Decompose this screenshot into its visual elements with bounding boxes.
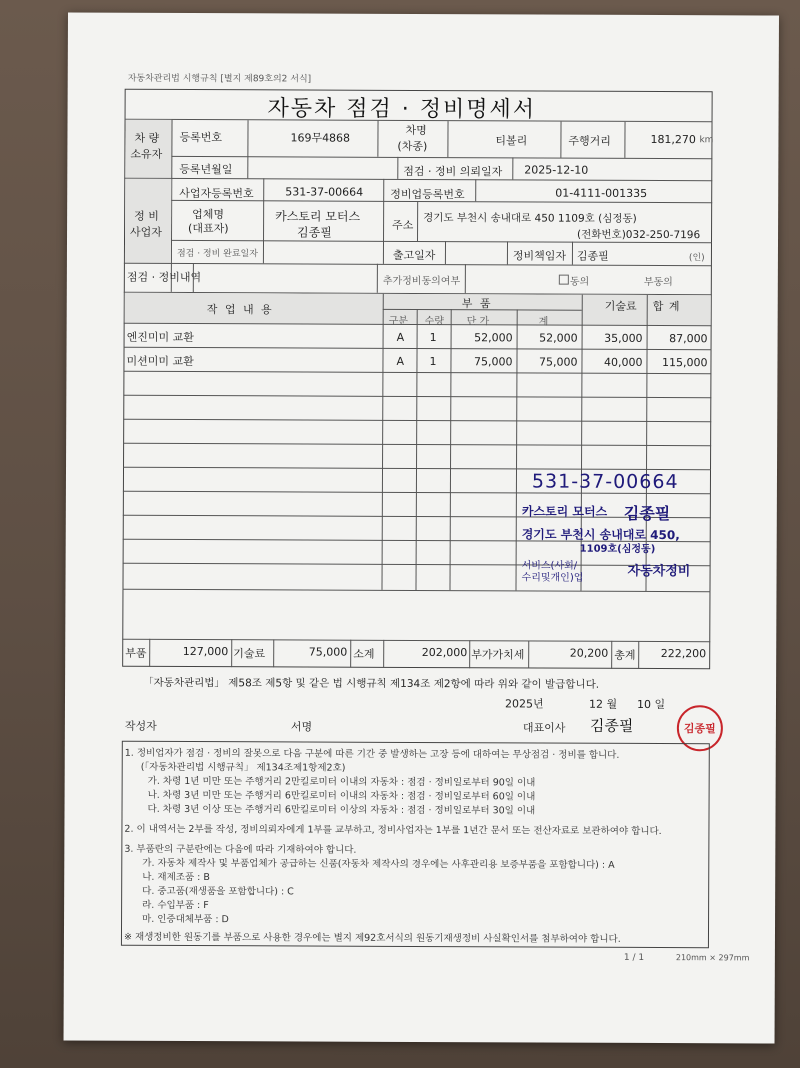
address-label: 주소 [392,218,414,232]
col-unit-price-header: 단 가 [466,316,490,328]
release-date-label: 출고일자 [392,248,436,263]
note-3-b: 나. 재제조품 : B [142,871,210,884]
row-work: 미션미미 교환 [126,354,194,369]
row-type: A [396,354,405,368]
totals-subtotal-label: 소계 [353,647,375,661]
totals-parts-label: 부품 [125,646,147,660]
stamp-addr-2: 1109호(심정동) [579,543,656,556]
note-3-c: 다. 중고품(재생품을 포함합니다) : C [142,885,294,898]
biz-no-value: 531-37-00664 [285,185,364,199]
rep-label: (대표자) [188,221,229,236]
note-3: 3. 부품란의 구분란에는 다음에 따라 기재하여야 합니다. [124,843,357,856]
note-1-ref: (「자동차관리법 시행규칙」 제134조제1항제2호) [140,761,346,774]
row-type: A [396,330,405,344]
row-labor: 35,000 [604,331,643,345]
provider-section-label-2: 사업자 [130,225,162,239]
stamp-biz-no: 531-37-00664 [531,470,679,494]
reg-year-label: 등록년월일 [179,162,233,177]
agree-label: 동의 [569,276,590,288]
col-labor-header: 기술료 [604,299,637,313]
totals-parts-value: 127,000 [182,644,229,659]
owner-section-label-2: 소유자 [130,147,163,161]
totals-total-label: 총계 [614,648,636,662]
totals-subtotal-value: 202,000 [421,645,468,660]
note-3-d: 라. 수입부품 : F [142,899,209,912]
mileage-value: 181,270 [650,132,696,147]
mileage-label: 주행거리 [568,134,611,148]
stamp-kind-1: 서비스(사회/ [521,560,578,572]
car-type-label: (차종) [397,139,428,154]
row-total: 87,000 [669,332,708,346]
ceo-seal: 김종필 [677,705,723,751]
biz-no-label: 사업자등록번호 [179,186,254,201]
stamp-rep: 김종필 [623,503,671,524]
note-4: ※ 재생정비한 원동기를 부품으로 사용한 경우에는 별지 제92호서식의 원동기재생정비 사실확인서를 첨부하여야 합니다. [123,931,621,945]
col-amount-header: 계 [538,316,549,328]
row-work: 엔진미미 교환 [126,330,194,345]
reg-no-label: 등록번호 [179,130,223,145]
paper-size: 210mm × 297mm [675,953,750,963]
row-amount: 52,000 [539,331,578,345]
provider-section-label: 정 비 [134,209,159,223]
issue-month: 12 월 [588,697,618,711]
row-qty: 1 [429,355,437,369]
row-unit-price: 52,000 [474,331,513,345]
car-name-label: 차명 [405,123,427,138]
request-date-value: 2025-12-10 [524,163,589,177]
totals-labor-value: 75,000 [308,645,348,659]
mileage-unit: km [699,135,714,146]
issue-day: 10 일 [636,697,666,712]
col-type-header: 구분 [388,315,409,327]
note-1-a: 가. 차령 1년 미만 또는 주행거리 2만킬로미터 이내의 자동차 : 점검 · 정비일로부터 90일 이내 [147,775,536,789]
company-value: 카스토리 모터스 [275,209,361,224]
note-1: 1. 정비업자가 점검 · 정비의 잘못으로 다음 구분에 따른 기간 중 발생하는 고장 등에 대하여는 무상점검 · 정비를 합니다. [124,747,620,761]
row-labor: 40,000 [603,355,643,369]
note-3-e: 마. 인증대체부품 : D [142,913,229,926]
company-label: 업체명 [192,207,225,222]
row-amount: 75,000 [538,355,578,369]
stamp-kind-2: 수리및개인)업 [521,572,584,584]
col-total-header: 합 계 [652,300,681,314]
note-1-b: 나. 차령 3년 미만 또는 주행거리 6만킬로미터 이내의 자동차 : 점검 · 정비일로부터 60일 이내 [147,789,536,803]
sign-label: 서명 [290,720,313,734]
stamp-company: 카스토리 모터스 [521,504,608,519]
row-total: 115,000 [661,356,708,370]
manager-label: 정비책임자 [512,249,567,263]
ceo-name: 김종필 [589,716,634,735]
complete-date-label: 점검 · 정비 완료일자 [176,248,258,260]
ceo-label: 대표이사 [522,721,566,735]
col-qty-header: 수량 [424,316,445,328]
agree-checkbox [559,275,569,285]
col-work-header: 작 업 내 용 [206,303,274,317]
shop-reg-label: 정비업등록번호 [390,187,465,202]
document-title: 자동차 점검 · 정비명세서 [267,96,537,123]
regulation-reference: 자동차관리법 시행규칙 [별지 제89호의2 서식] [127,73,312,85]
page-number: 1 / 1 [623,952,645,963]
stamp-addr-1: 경기도 부천시 송내대로 450, [521,527,680,543]
stamp-kind: 자동차정비 [627,563,691,580]
totals-vat-label: 부가가치세 [471,648,525,662]
note-3-a: 가. 자동차 제작사 및 부품업체가 공급하는 신품(자동차 제작사의 경우에는 사후관리용 보증부품을 포함합니다) : A [142,857,615,871]
reg-no-value: 169무4868 [290,131,351,145]
document-page [64,12,779,1043]
manager-value: 김종필 [576,249,609,263]
col-parts-header: 부 품 [461,297,493,311]
totals-vat-value: 20,200 [569,646,609,660]
rep-value: 김종필 [297,225,332,240]
writer-label: 작성자 [124,719,157,733]
address-value: 경기도 부천시 송내대로 450 1109호 (심정동) [423,212,637,225]
issue-statement: 「자동차관리법」 제58조 제5항 및 같은 법 시행규칙 제134조 제2항에 따라 위와 같이 발급합니다. [143,676,600,691]
note-2: 2. 이 내역서는 2부를 작성, 정비의뢰자에게 1부를 교부하고, 정비사업자는 1부를 1년간 문서 또는 전산자료로 보관하여야 합니다. [124,823,662,838]
totals-labor-label: 기술료 [233,647,266,661]
issue-year: 2025년 [504,697,544,711]
note-1-c: 다. 차령 3년 이상 또는 주행거리 6만킬로미터 이상의 자동차 : 점검 · 정비일로부터 30일 이내 [147,803,536,817]
shop-reg-value: 01-4111-001335 [555,186,648,200]
phone-value: (전화번호)032-250-7196 [577,228,701,242]
row-unit-price: 75,000 [473,355,513,369]
extra-consent-label: 추가정비동의여부 [382,275,461,288]
totals-total-value: 222,200 [660,647,707,661]
manager-seal-mark: (인) [688,253,705,264]
request-date-label: 점검 · 정비 의뢰일자 [403,164,503,179]
disagree-label: 부동의 [643,276,673,289]
work-summary-label: 점검 · 정비내역 [126,270,202,285]
owner-section-label: 차 량 [134,131,160,145]
car-name-value: 티볼리 [495,134,528,148]
row-qty: 1 [429,331,437,345]
